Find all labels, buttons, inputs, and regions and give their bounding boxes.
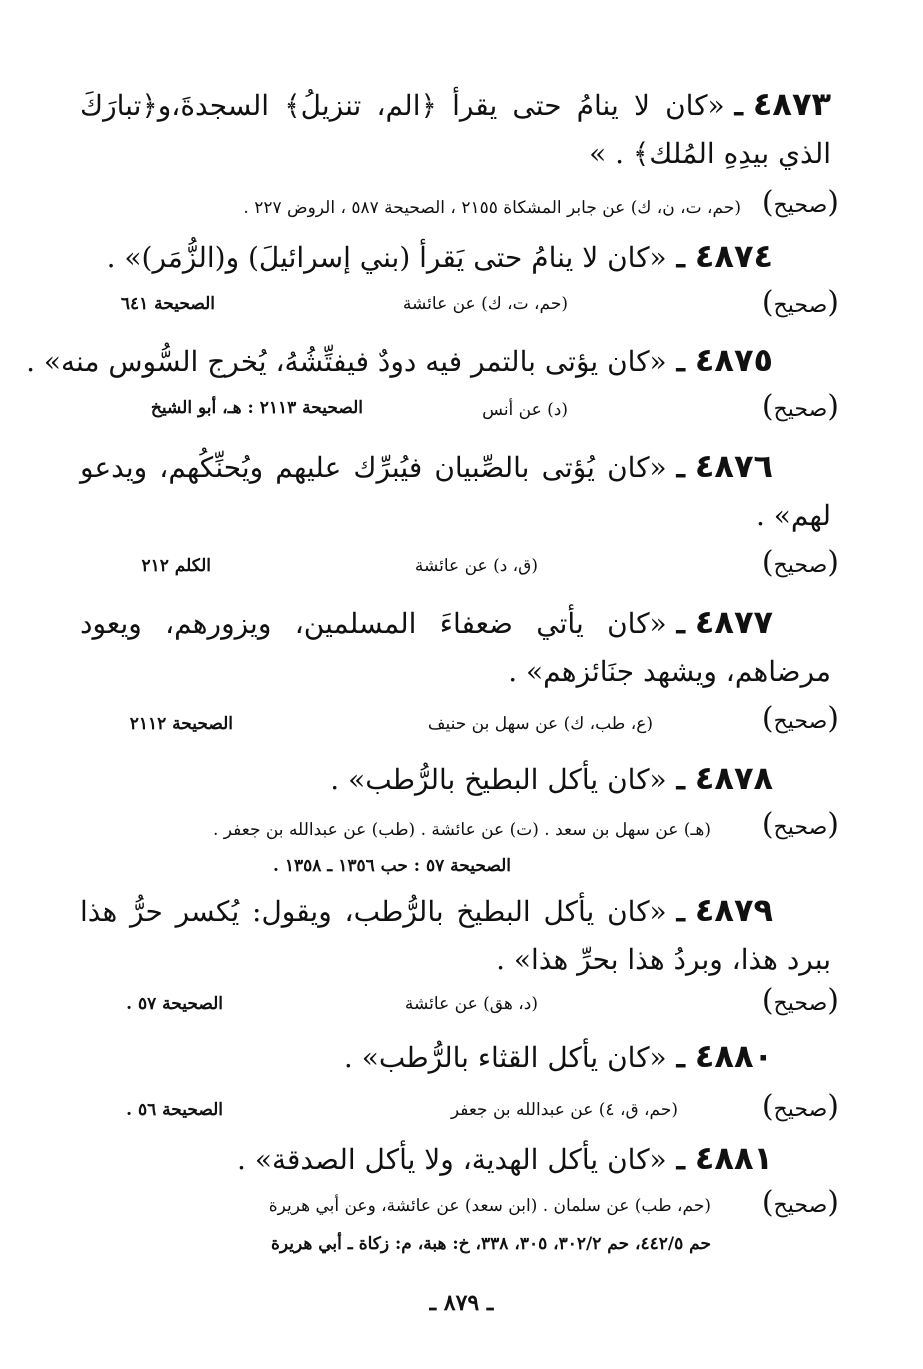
hadith-number: ٤٨٧٣ bbox=[752, 85, 831, 123]
source-line: (حم، ت، ن، ك) عن جابر المشكاة ٢١٥٥ ، الصحيحة ٥٨٧ ، الروض ٢٢٧ . bbox=[243, 198, 741, 218]
grade-badge: (صحيح) bbox=[761, 1089, 839, 1124]
hadith-number: ٤٨٧٤ bbox=[694, 237, 773, 275]
hadith-number: ٤٨٧٨ bbox=[694, 759, 773, 797]
source-text: (حم، ق، ٤) عن عبدالله بن جعفر bbox=[450, 1100, 678, 1120]
hadith-text: «كان يأتي ضعفاءَ المسلمين، ويزورهم، ويعود bbox=[80, 607, 667, 640]
hadith-text: «كان لا ينامُ حتى يَقرأ (بني إسرائيلَ) و(الزُّمَر)» . bbox=[106, 241, 667, 274]
grade-badge: (صحيح) bbox=[761, 701, 839, 736]
grade-badge: (صحيح) bbox=[761, 807, 839, 842]
reference-line: الصحيحة ٥٧ : حب ١٣٥٦ ـ ١٣٥٨ . bbox=[273, 856, 511, 876]
source-text: (ع، طب، ك) عن سهل بن حنيف bbox=[427, 714, 653, 734]
hadith-number: ٤٨٧٦ bbox=[694, 447, 773, 485]
hadith-text: «كان يؤتى بالتمر فيه دودٌ فيفتِّشُهُ، يُخرج السُّوس منه» . bbox=[26, 345, 667, 378]
reference-text: الكلم ٢١٢ bbox=[141, 556, 211, 576]
source-line: (حم، طب) عن سلمان . (ابن سعد) عن عائشة، وعن أبي هريرة bbox=[268, 1196, 711, 1216]
grade-badge: (صحيح) bbox=[761, 285, 839, 320]
hadith-text-line: ٤٨٨١ـ«كان يأكل الهدية، ولا يأكل الصدقة» . bbox=[237, 1139, 773, 1177]
hadith-text-line: لهم» . bbox=[755, 499, 831, 532]
grade-badge: (صحيح) bbox=[761, 389, 839, 424]
grade-badge: (صحيح) bbox=[761, 983, 839, 1018]
hadith-text-line: ٤٨٧٥ـ«كان يؤتى بالتمر فيه دودٌ فيفتِّشُهُ، يُخرج السُّوس منه» . bbox=[26, 341, 773, 379]
hadith-number: ٤٨٧٥ bbox=[694, 341, 773, 379]
hadith-text: «كان لا ينامُ حتى يقرأ ﴿الم، تنزيلُ﴾ السجدةَ،و﴿تبارَكَ bbox=[80, 89, 725, 122]
hadith-text-line: ٤٨٧٦ـ«كان يُؤتى بالصِّبيان فيُبرِّك عليهم ويُحنِّكُهم، ويدعو bbox=[80, 447, 773, 485]
grade-badge: (صحيح) bbox=[761, 185, 839, 220]
hadith-text: «كان يُؤتى بالصِّبيان فيُبرِّك عليهم ويُحنِّكُهم، ويدعو bbox=[80, 451, 667, 484]
grade-badge: (صحيح) bbox=[761, 545, 839, 580]
hadith-text: «كان يأكل البطيخ بالرُّطب» . bbox=[330, 763, 667, 796]
page-number: ـ ٨٧٩ ـ bbox=[429, 1290, 494, 1316]
reference-text: الصحيحة ٥٦ . bbox=[126, 1100, 223, 1120]
hadith-text-line: ٤٨٧٣ـ«كان لا ينامُ حتى يقرأ ﴿الم، تنزيلُ﴾ السجدةَ،و﴿تبارَكَ bbox=[80, 85, 831, 123]
hadith-number: ٤٨٨١ bbox=[694, 1139, 773, 1177]
source-text: (ق، د) عن عائشة bbox=[414, 556, 538, 576]
hadith-text-line: الذي بيدِهِ المُلك﴾ . » bbox=[589, 137, 831, 170]
source-text: (حم، ت، ك) عن عائشة bbox=[402, 294, 568, 314]
hadith-text-line: ٤٨٧٨ـ«كان يأكل البطيخ بالرُّطب» . bbox=[330, 759, 773, 797]
reference-text: الصحيحة ٥٧ . bbox=[126, 994, 223, 1014]
hadith-text: «كان يأكل القثاء بالرُّطب» . bbox=[343, 1041, 667, 1074]
source-text: (د، هق) عن عائشة bbox=[404, 994, 538, 1014]
hadith-text-line: مرضاهم، ويشهد جنَائزهم» . bbox=[508, 655, 831, 688]
hadith-text-line: ٤٨٨٠ـ«كان يأكل القثاء بالرُّطب» . bbox=[343, 1037, 773, 1075]
hadith-text-line: ٤٨٧٤ـ«كان لا ينامُ حتى يَقرأ (بني إسرائيلَ) و(الزُّمَر)» . bbox=[106, 237, 773, 275]
source-text: (د) عن أنس bbox=[482, 400, 568, 420]
reference-line: حم ٤٤٢/٥، حم ٣٠٢/٢، ٣٠٥، ٣٣٨، خ: هبة، م: زكاة ـ أبي هريرة bbox=[270, 1234, 711, 1254]
source-line: (هـ) عن سهل بن سعد . (ت) عن عائشة . (طب) عن عبدالله بن جعفر . bbox=[212, 820, 711, 840]
hadith-text-line: ٤٨٧٩ـ«كان يأكل البطيخ بالرُّطب، ويقول: يُكسر حرُّ هذا bbox=[80, 891, 773, 929]
reference-text: الصحيحة ٢١١٢ bbox=[129, 714, 233, 734]
hadith-text-line: ٤٨٧٧ـ«كان يأتي ضعفاءَ المسلمين، ويزورهم، ويعود bbox=[80, 603, 773, 641]
reference-text: الصحيحة ٢١١٣ : هـ، أبو الشيخ bbox=[150, 398, 363, 418]
grade-badge: (صحيح) bbox=[761, 1185, 839, 1220]
hadith-text: «كان يأكل الهدية، ولا يأكل الصدقة» . bbox=[237, 1143, 667, 1176]
hadith-text-line: ببرد هذا، وبردُ هذا بحرِّ هذا» . bbox=[496, 943, 831, 976]
hadith-number: ٤٨٧٩ bbox=[694, 891, 773, 929]
hadith-number: ٤٨٧٧ bbox=[694, 603, 773, 641]
hadith-text: «كان يأكل البطيخ بالرُّطب، ويقول: يُكسر حرُّ هذا bbox=[80, 895, 667, 928]
hadith-number: ٤٨٨٠ bbox=[694, 1037, 773, 1075]
reference-text: الصحيحة ٦٤١ bbox=[120, 294, 215, 314]
